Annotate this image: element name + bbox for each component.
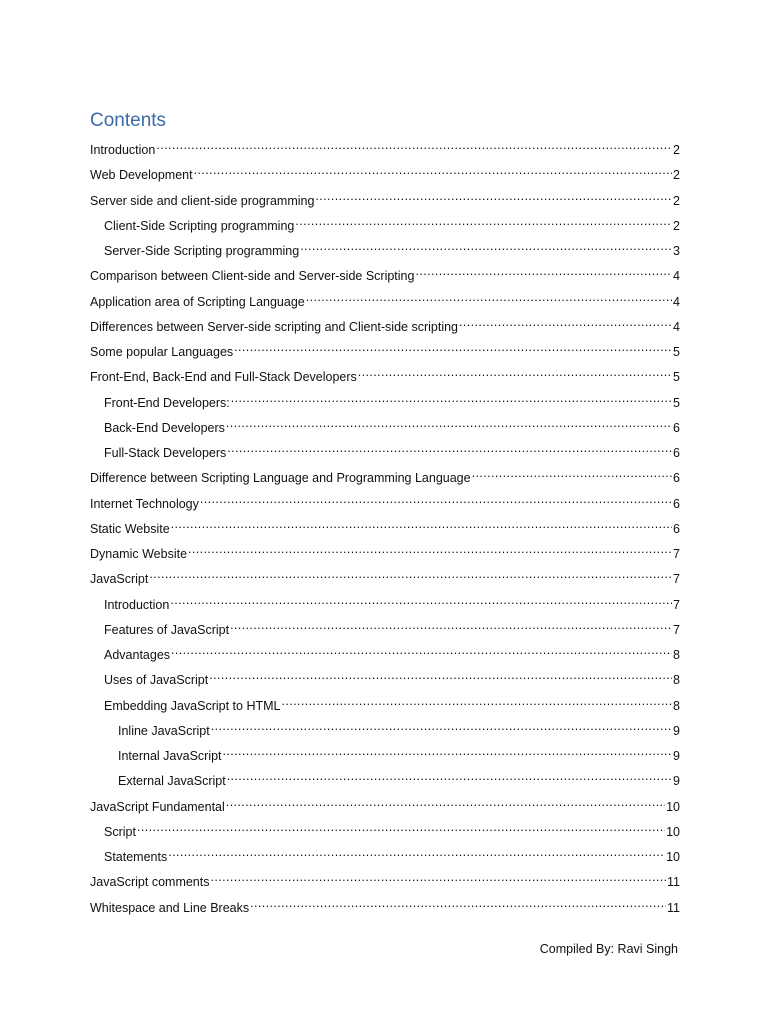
toc-dot-leader <box>459 313 672 331</box>
toc-entry[interactable] <box>118 767 680 789</box>
toc-entry-label: Internet Technology <box>90 496 199 511</box>
toc-entry-page-number: 8 <box>673 673 680 688</box>
toc-dot-leader <box>281 692 672 710</box>
toc-entry-label: Some popular Languages <box>90 345 234 359</box>
toc-entry-label: Features of JavaScript <box>104 622 230 637</box>
toc-entry-label: Front-End, Back-End and Full-Stack Developers <box>90 370 357 385</box>
toc-dot-leader <box>171 641 672 659</box>
toc-entry[interactable] <box>90 161 680 183</box>
toc-entry-page-number: 6 <box>673 471 680 486</box>
toc-dot-leader <box>194 161 672 179</box>
toc-dot-leader <box>156 136 672 154</box>
toc-dot-leader <box>210 868 666 886</box>
toc-entry-page-number: 11 <box>667 875 680 890</box>
toc-dot-leader <box>230 616 672 634</box>
toc-dot-leader <box>300 237 672 255</box>
toc-entry-label: Difference between Scripting Language and Programming Language <box>90 471 471 486</box>
toc-entry-label: Server side and client-side programming <box>90 193 315 208</box>
toc-entry[interactable] <box>90 288 680 309</box>
toc-dot-leader <box>209 666 672 684</box>
toc-title: Contents <box>90 110 167 131</box>
toc-entry[interactable] <box>90 187 680 208</box>
toc-entry[interactable] <box>90 515 680 536</box>
toc-entry-page-number: 7 <box>673 622 680 637</box>
toc-entry[interactable] <box>104 641 680 662</box>
toc-entry-page-number: 9 <box>673 749 680 763</box>
toc-entry-page-number: 4 <box>673 294 680 309</box>
toc-dot-leader <box>306 288 672 306</box>
toc-entry-label: Statements <box>104 850 168 864</box>
toc-entry-label: Static Website <box>90 521 170 536</box>
toc-dot-leader <box>170 591 672 609</box>
toc-entry[interactable] <box>104 666 680 688</box>
toc-entry[interactable] <box>104 843 680 864</box>
toc-entry[interactable] <box>104 591 680 612</box>
toc-dot-leader <box>227 439 672 457</box>
toc-entry[interactable] <box>104 237 680 258</box>
toc-entry-page-number: 8 <box>673 648 680 662</box>
toc-entry-page-number: 6 <box>673 496 680 511</box>
toc-dot-leader <box>250 894 666 912</box>
toc-dot-leader <box>315 187 672 205</box>
toc-entry-page-number: 2 <box>673 143 680 157</box>
toc-entry-label: Back-End Developers <box>104 420 225 435</box>
toc-dot-leader <box>211 717 672 735</box>
toc-entry-page-number: 5 <box>673 345 680 359</box>
toc-entry-page-number: 7 <box>673 597 680 612</box>
toc-dot-leader <box>358 363 672 381</box>
toc-entry[interactable] <box>104 414 680 435</box>
toc-entry-page-number: 10 <box>666 799 680 814</box>
toc-entry-label: JavaScript <box>90 572 149 587</box>
toc-entry[interactable] <box>90 464 680 486</box>
toc-dot-leader <box>223 742 673 760</box>
toc-dot-leader <box>226 793 665 811</box>
toc-entry[interactable] <box>90 136 680 157</box>
toc-entry-label: Uses of JavaScript <box>104 673 209 688</box>
toc-entry-label: Full-Stack Developers <box>104 446 227 460</box>
toc-entry-page-number: 7 <box>673 572 680 587</box>
toc-entry[interactable] <box>118 717 680 738</box>
toc-entry-page-number: 6 <box>673 446 680 460</box>
toc-entry-label: Dynamic Website <box>90 547 188 561</box>
toc-entry-page-number: 4 <box>673 269 680 284</box>
toc-entry-label: Front-End Developers: <box>104 395 230 410</box>
toc-entry[interactable] <box>90 540 680 561</box>
toc-entry[interactable] <box>90 490 680 511</box>
toc-entry-label: Whitespace and Line Breaks <box>90 900 250 915</box>
toc-entry[interactable] <box>104 212 680 233</box>
toc-entry-label: Embedding JavaScript to HTML <box>104 698 281 713</box>
toc-entry-label: JavaScript Fundamental <box>90 799 225 814</box>
toc-entry-page-number: 4 <box>673 319 680 334</box>
toc-entry-label: JavaScript comments <box>90 875 210 890</box>
toc-entry-label: Internal JavaScript <box>118 749 222 763</box>
toc-entry[interactable] <box>104 389 680 410</box>
toc-entry-page-number: 5 <box>673 370 680 385</box>
toc-entry[interactable] <box>90 363 680 385</box>
toc-entry-page-number: 3 <box>673 244 680 258</box>
toc-entry[interactable] <box>90 894 680 915</box>
toc-entry-page-number: 6 <box>673 420 680 435</box>
toc-dot-leader <box>171 515 672 533</box>
toc-entry[interactable] <box>104 692 680 713</box>
toc-entry-page-number: 9 <box>673 723 680 738</box>
toc-entry-label: Inline JavaScript <box>118 723 210 738</box>
toc-dot-leader <box>168 843 665 861</box>
toc-entry-label: Differences between Server-side scripting and Client-side scripting <box>90 319 458 334</box>
toc-entry-page-number: 6 <box>673 521 680 536</box>
toc-entry-label: Client-Side Scripting programming <box>104 218 295 233</box>
toc-dot-leader <box>137 818 665 836</box>
toc-entry-page-number: 11 <box>667 900 680 915</box>
toc-entry-label: Introduction <box>90 143 156 157</box>
toc-entry-page-number: 5 <box>673 395 680 410</box>
toc-entry-label: Web Development <box>90 168 193 183</box>
toc-entry[interactable] <box>90 793 680 814</box>
toc-dot-leader <box>188 540 672 558</box>
toc-dot-leader <box>295 212 672 230</box>
toc-dot-leader <box>231 389 672 407</box>
toc-dot-leader <box>415 262 672 280</box>
toc-entry-page-number: 2 <box>673 168 680 183</box>
toc-entry-page-number: 2 <box>673 193 680 208</box>
toc-entry[interactable] <box>104 439 680 460</box>
toc-dot-leader <box>200 490 672 508</box>
toc-entry[interactable] <box>90 868 680 890</box>
toc-entry-page-number: 7 <box>673 547 680 561</box>
toc-entry[interactable] <box>90 338 680 359</box>
toc-entry-page-number: 2 <box>673 218 680 233</box>
toc-entry-label: Server-Side Scripting programming <box>104 244 300 258</box>
toc-entry[interactable] <box>104 818 680 839</box>
compiled-by-footer: Compiled By: Ravi Singh <box>539 942 678 956</box>
toc-entry-label: External JavaScript <box>118 774 226 789</box>
toc-entry-page-number: 9 <box>673 774 680 789</box>
toc-dot-leader <box>472 464 672 482</box>
toc-entry[interactable] <box>118 742 680 763</box>
toc-dot-leader <box>234 338 672 356</box>
toc-dot-leader <box>227 767 672 785</box>
toc-entry-label: Introduction <box>104 597 170 612</box>
toc-dot-leader <box>226 414 672 432</box>
toc-entry[interactable] <box>90 565 680 587</box>
toc-entry-label: Comparison between Client-side and Server-side Scripting <box>90 269 415 284</box>
toc-entry-label: Advantages <box>104 648 171 662</box>
toc-entry-label: Application area of Scripting Language <box>90 294 305 309</box>
toc-entry[interactable] <box>90 262 680 284</box>
toc-entry[interactable] <box>90 313 680 334</box>
toc-entry-label: Script <box>104 824 136 839</box>
toc-entry-page-number: 10 <box>666 850 680 864</box>
toc-entry-page-number: 8 <box>673 698 680 713</box>
toc-dot-leader <box>149 565 672 583</box>
toc-entry[interactable] <box>104 616 680 637</box>
toc-entry-page-number: 10 <box>666 824 680 839</box>
